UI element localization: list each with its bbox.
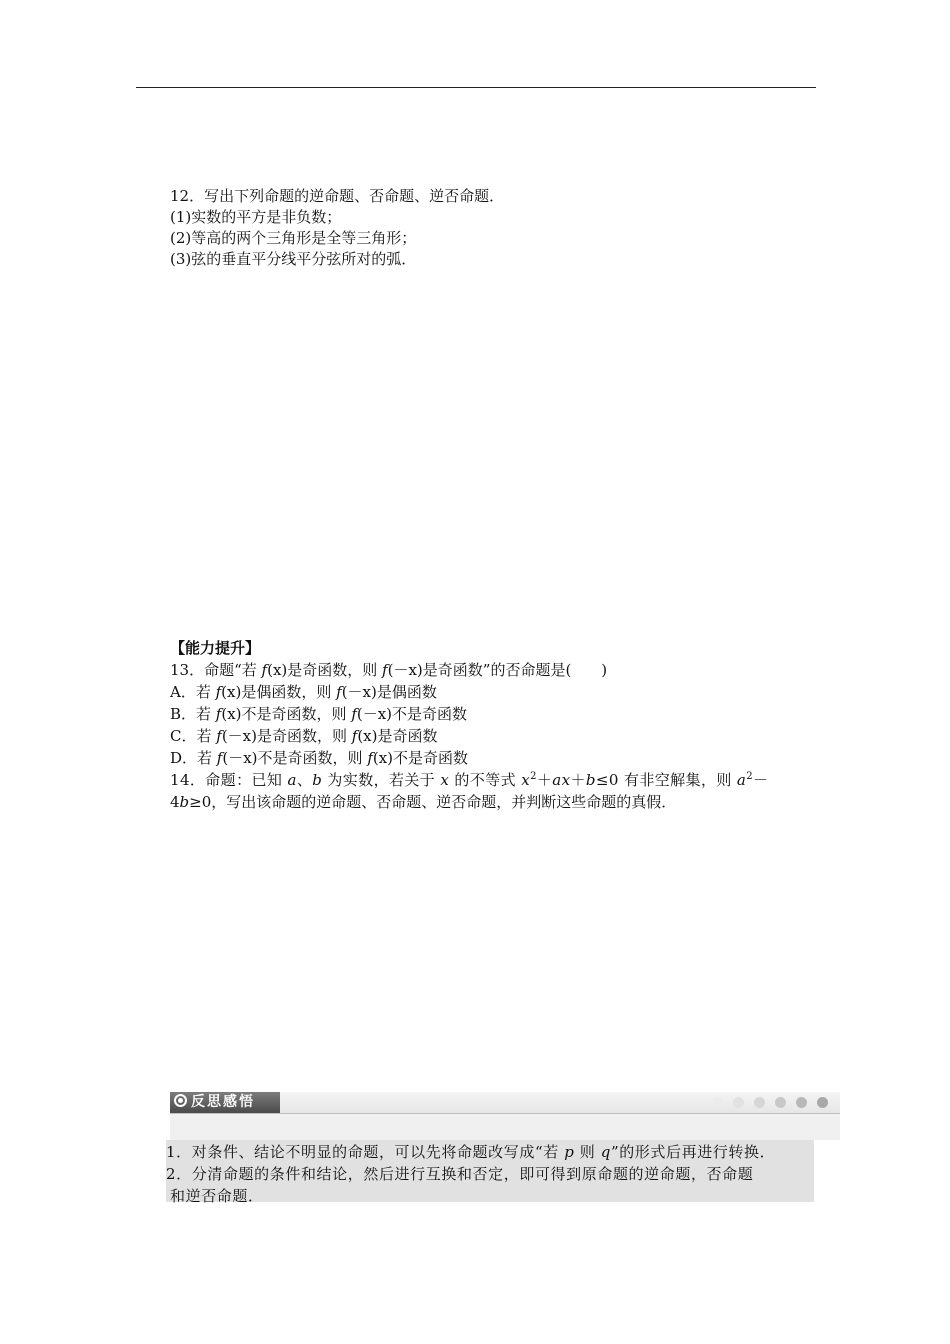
q13-stem: 13．命题“若 f(x)是奇函数，则 f(－x)是奇函数”的否命题是( ) [170,661,608,679]
reflection-tab [170,1092,280,1113]
dot-icon [775,1097,786,1108]
q13-option-c: C．若 f(－x)是奇函数，则 f(x)是奇函数 [170,727,438,745]
q13-option-b: B．若 f(x)不是奇函数，则 f(－x)不是奇函数 [170,705,468,723]
q14-line-1: 14．命题：已知 a、b 为实数，若关于 x 的不等式 $x^2+ax+b\le 0$ 有非空解集，则 $a^2-$ [170,771,769,789]
summary-point-2: 2．分清命题的条件和结论，然后进行互换和否定，即可得到原命题的逆命题，否命题 [166,1165,754,1183]
q12-title: 12．写出下列命题的逆命题、否命题、逆否命题． [170,187,505,205]
q12-item-1: (1)实数的平方是非负数； [170,208,342,226]
section-heading: 【能力提升】 [170,639,261,657]
dot-icon [712,1097,723,1108]
summary-point-1: 1．对条件、结论不明显的命题，可以先将命题改写成“若 p 则 q”的形式后再进行转换． [166,1143,776,1161]
dot-icon [796,1097,807,1108]
header-rule [136,87,816,88]
decorative-dots [712,1097,828,1108]
target-icon [174,1094,187,1107]
q14-line-2: 4b≥0，写出该命题的逆命题、否命题、逆否命题，并判断这些命题的真假． [170,793,677,811]
dot-icon [817,1097,828,1108]
q13-option-d: D．若 f(－x)不是奇函数，则 f(x)不是奇函数 [170,749,469,767]
q12-item-2: (2)等高的两个三角形是全等三角形； [170,229,417,247]
reflection-bar [170,1092,840,1114]
reflection-panel [170,1114,840,1140]
dot-icon [733,1097,744,1108]
summary-point-2-cont: 和逆否命题． [170,1187,264,1205]
dot-icon [754,1097,765,1108]
q12-item-3: (3)弦的垂直平分线平分弦所对的弧． [170,250,417,268]
q13-option-a: A．若 f(x)是偶函数，则 f(－x)是偶函数 [170,683,437,701]
reflection-title: 反思感悟 [191,1094,255,1110]
